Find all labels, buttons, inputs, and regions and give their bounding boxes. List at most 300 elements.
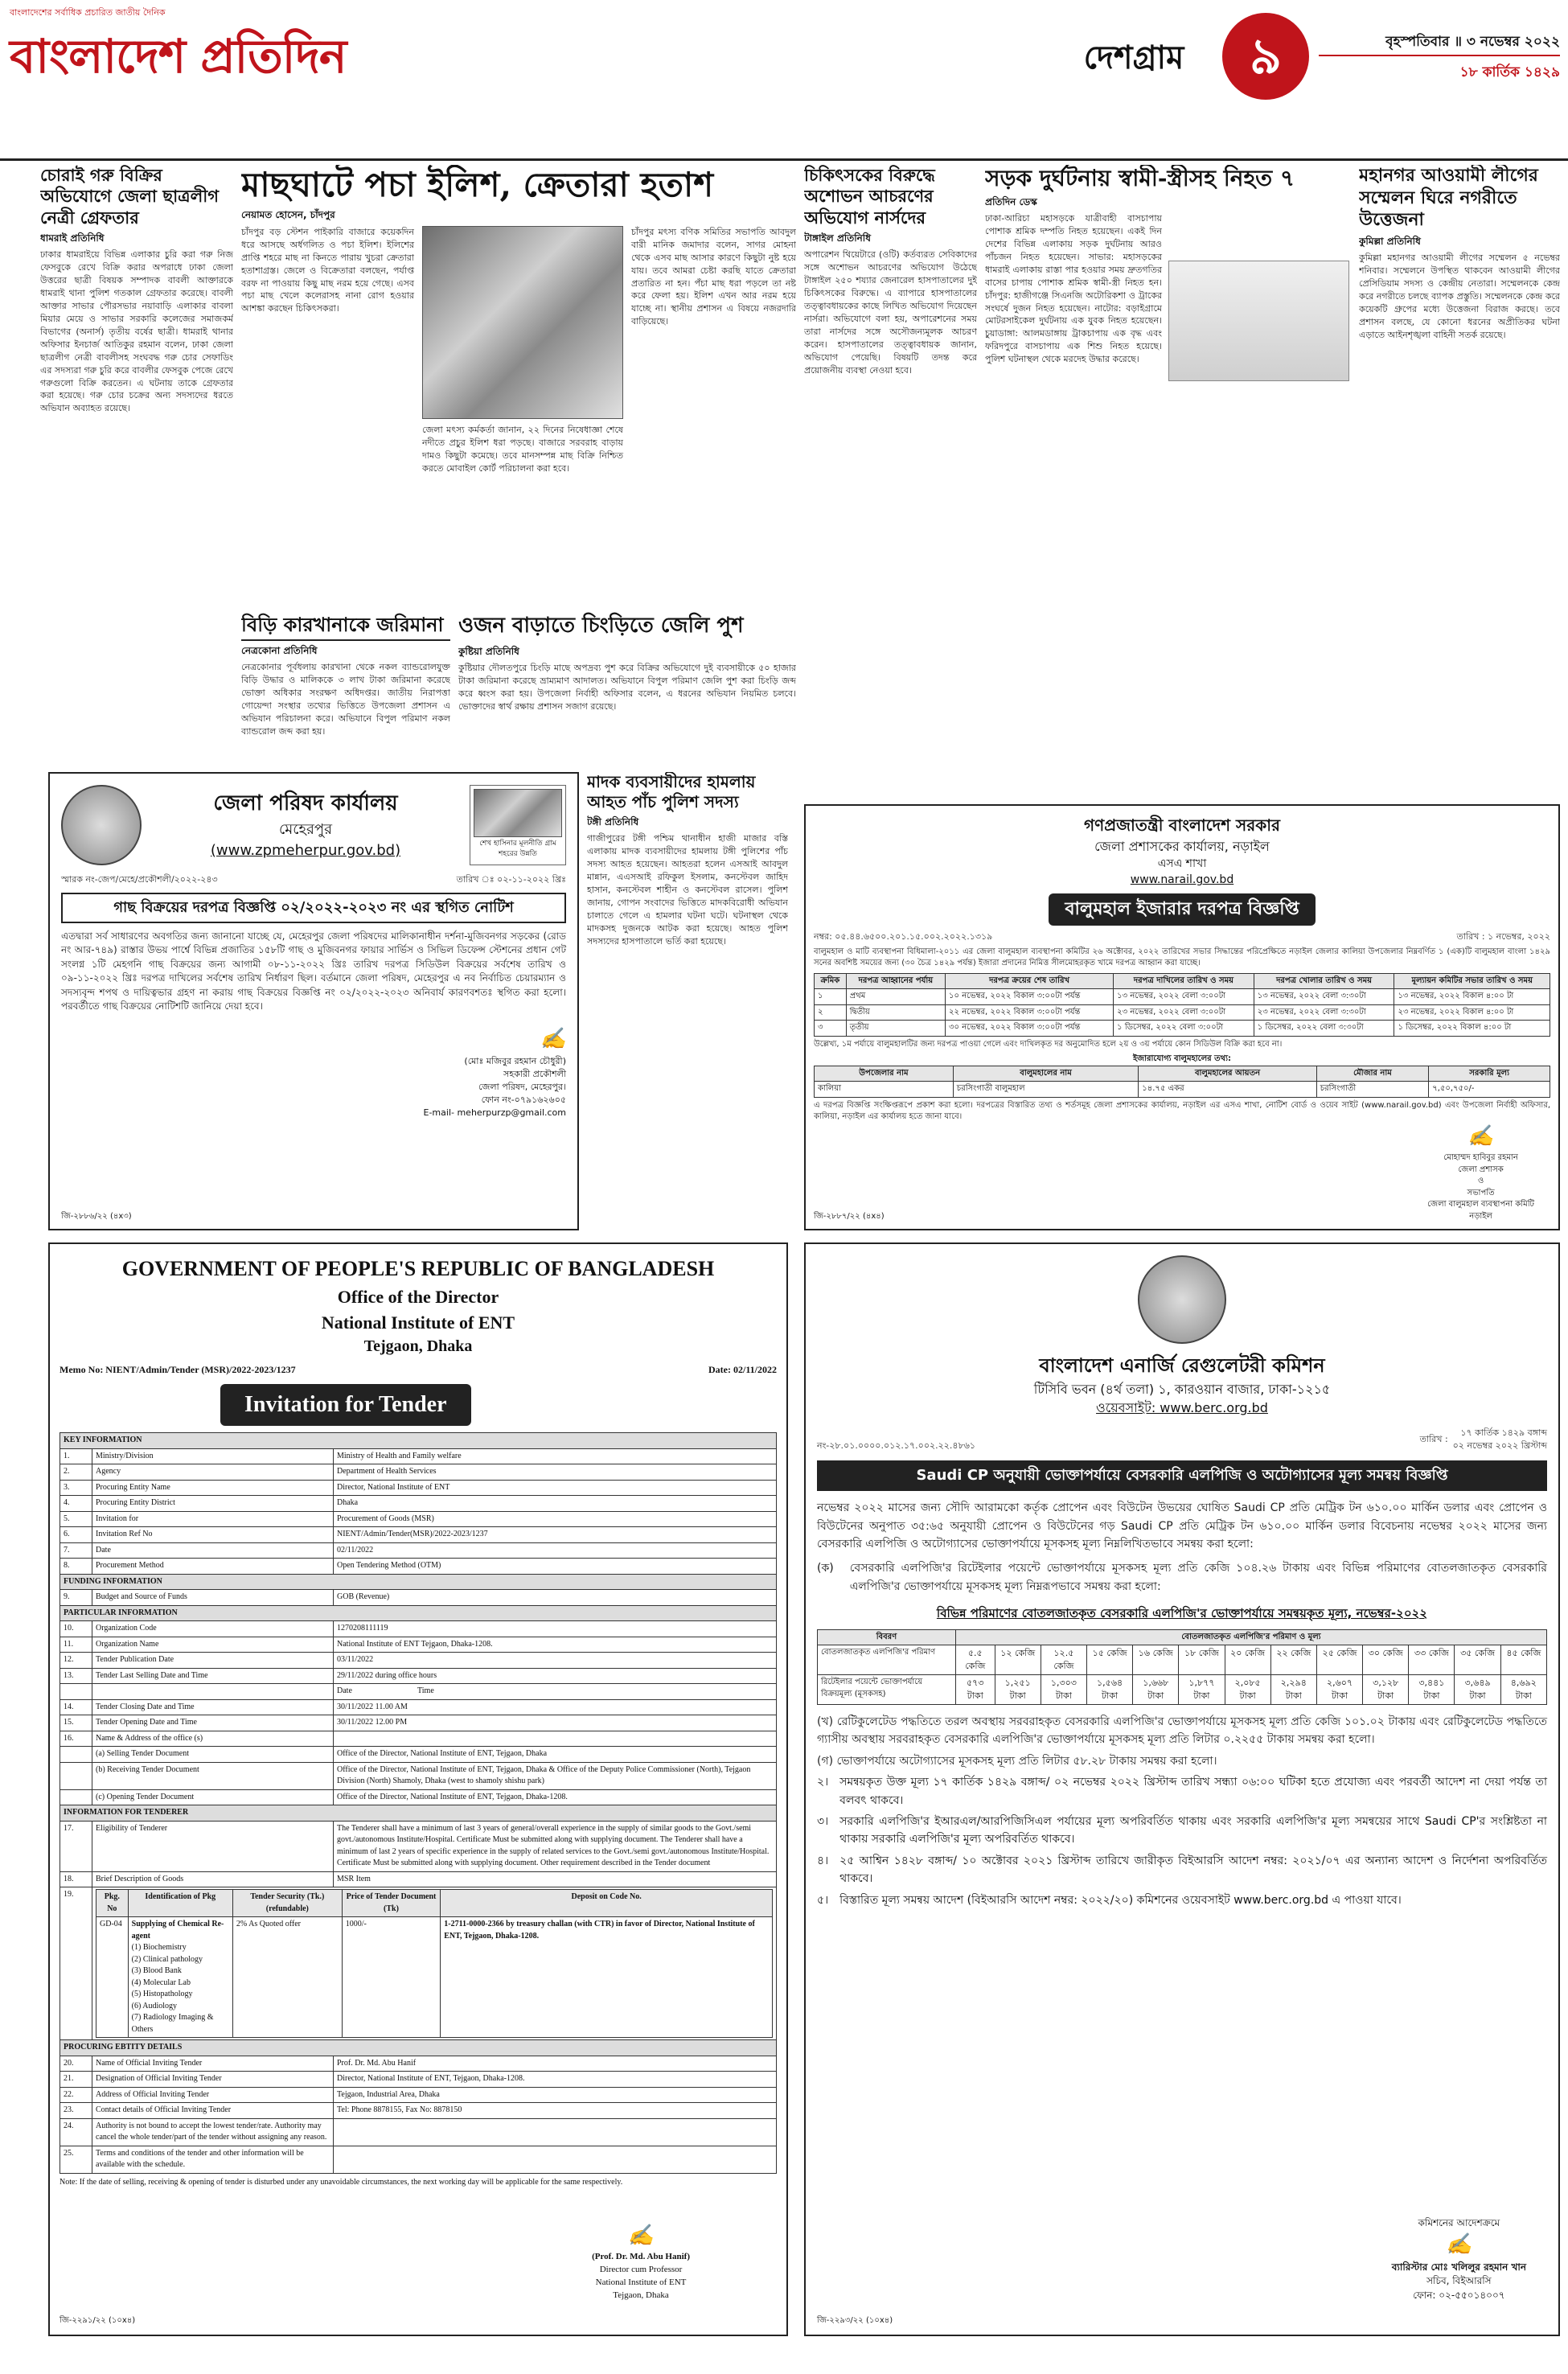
masthead: [0, 0, 1568, 161]
lpg-price-table: [817, 1629, 1547, 1705]
byline: টাঙ্গাইল প্রতিনিধি: [804, 232, 871, 244]
table-cell: ৩: [815, 1021, 847, 1037]
branch-name: এসএ শাখা: [1157, 857, 1207, 871]
row-value: Ministry of Health and Family welfare: [334, 1448, 777, 1464]
cylinder-size: ২০ কেজি: [1225, 1645, 1270, 1675]
row-value: National Institute of ENT Tejgaon, Dhaka-1208.: [334, 1637, 777, 1653]
memo-ref: Memo No: NIENT/Admin/Tender (MSR)/2022-2023/1237: [60, 1364, 296, 1376]
row-value: The Tenderer shall have a minimum of last 3 years of general/overall experience in the supply of similar goods to the Govt./semi govt./autonomous Institute/Hospital. Certificate Must be submitted along with supplying document. The Tenderer shall have a minimum of last 2 years of specific experience in the supply of related services to the Govt./semi govt./autonomous Institute/Hospital. Certificate Must be submitted along with supplying document. Other requirement described in the Tender document: [334, 1821, 777, 1871]
row-number: 8.: [60, 1559, 92, 1575]
row-label: Designation of Official Inviting Tender: [92, 2072, 334, 2088]
table-row: [60, 1621, 777, 1637]
notice-point: [817, 1891, 1547, 1909]
office-name: Office of the Director: [337, 1286, 499, 1307]
section-header: KEY INFORMATION: [60, 1433, 777, 1449]
notice-intro: নভেম্বর ২০২২ মাসের জন্য সৌদি আরামকো কর্তৃক প্রোপেন এবং বিউটেন উভয়ের ঘোষিত Saudi CP প্রতি মেট্রিক টন ৬১০.০০ মার্কিন ডলার এবং প্রোপেন ও বিউটেনের অনুপাত ৩৫:৬৫ অনুযায়ী প্রোপেন ও বিউটেনের গড় Saudi CP প্রতি মেট্রিক টন ৬১০.০০ মার্কিন ডলার বিবেচনায় নভেম্বর ২০২২ মাসের জন্য বেসরকারি এলপিজি ও অটোগ্যাসের ভোক্তাপর্যায়ে মূসকসহ মূল্য নিম্নলিখিতভাবে সমন্বয় করা হলো:: [817, 1501, 1547, 1550]
table-header: মৌজার নাম: [1316, 1066, 1428, 1082]
signer-role: জেলা প্রশাসক: [1458, 1164, 1504, 1174]
table-cell: ১ ডিসেম্বর, ২০২২ বিকাল ৪:০০ টা: [1394, 1021, 1550, 1037]
table-cell: ৭,৫০,৭৫০/-: [1429, 1082, 1550, 1098]
story-body: অপারেশন থিয়েটারে (ওটি) কর্তব্যরত সেবিকাদের সঙ্গে অশোভন আচরণের অভিযোগ উঠেছে টাঙ্গাইল ২৫০ শয্যার জেনারেল হাসপাতালের দুই চিকিৎসকের বিরুদ্ধে। এ ব্যাপারে হাসপাতালের তত্ত্বাবধায়কের কাছে লিখিত অভিযোগ দিয়েছেন নার্সরা। অভিযোগে বলা হয়, অপারেশনের সময় তারা নার্সদের সঙ্গে অসৌজন্যমূলক আচরণ করেন। হাসপাতালের তত্ত্বাবধায়ক জানান, অভিযোগ পেয়েছি। বিষয়টি তদন্ত করে প্রয়োজনীয় ব্যবস্থা নেওয়া হবে।: [804, 249, 977, 376]
package-table: [96, 1889, 773, 2038]
package-header: Deposit on Code No.: [441, 1890, 773, 1917]
signer-role: সচিব, বিইআরসি: [1426, 2275, 1492, 2287]
row-value: Office of the Director, National Institute of ENT, Tejgaon, Dhaka-1208.: [334, 1789, 777, 1805]
story-accident: [985, 165, 1351, 800]
byline: প্রতিদিন ডেস্ক: [985, 195, 1037, 207]
story-body: কুমিল্লা মহানগর আওয়ামী লীগের সম্মেলন ৫ নভেম্বর শনিবার। সম্মেলনে উপস্থিত থাকবেন আওয়ামী লীগের প্রেসিডিয়াম সদস্য ও কেন্দ্রীয় নেতারা। সম্মেলনকে কেন্দ্র করে নগরীতে চলছে ব্যাপক প্রস্তুতি। সম্মেলনকে কেন্দ্র করে কয়েকটি গ্রুপের মধ্যে উত্তেজনা বিরাজ করছে। তবে প্রশাসন বলছে, যে কোনো ধরনের অপ্রীতিকর ঘটনা এড়াতে আইনশৃঙ্খলা বাহিনী সতর্ক রয়েছে।: [1359, 252, 1560, 340]
table-row: [60, 1731, 777, 1747]
signer-office: জেলা পরিষদ, মেহেরপুর।: [478, 1081, 566, 1092]
section-header: INFORMATION FOR TENDERER: [60, 1805, 777, 1822]
table-header: বালুমহালের আয়তন: [1139, 1066, 1317, 1082]
headline: চিকিৎসকের বিরুদ্ধে অশোভন আচরণের অভিযোগ নার্সদের: [804, 165, 935, 228]
story-body: গাজীপুরের টঙ্গী পশ্চিম থানাধীন হাজী মাজার বস্তি এলাকায় মাদক ব্যবসায়ীদের হামলায় টঙ্গী পুলিশের পাঁচ সদস্য আহত হয়েছেন। আহতরা হলেন এসআই আবদুল মান্নান, এএসআই রফিকুল ইসলাম, কনস্টেবল জাহিদ হাসান, কনস্টেবল শাহীন ও কনস্টেবল রাসেল। পুলিশ জানায়, গোপন সংবাদের ভিত্তিতে মাদকবিরোধী অভিযান চালাতে গেলে এ হামলার ঘটনা ঘটে। ঘটনাস্থল থেকে মাদকসহ দুজনকে আটক করা হয়েছে। আহত পুলিশ সদস্যদের হাসপাতালে ভর্তি করা হয়েছে।: [587, 833, 788, 947]
cylinder-price: ২,০৮৫ টাকা: [1225, 1675, 1270, 1705]
gov-name: GOVERNMENT OF PEOPLE'S REPUBLIC OF BANGLADESH: [121, 1257, 715, 1280]
sand-info-table: [814, 1066, 1550, 1098]
cylinder-size: ৩০ কেজি: [1363, 1645, 1409, 1675]
headline: ওজন বাড়াতে চিংড়িতে জেলি পুশ: [458, 614, 744, 638]
ad-code: জি-২২৯৩/২২ (১০x৪): [817, 2315, 893, 2325]
memo-date: Date: 02/11/2022: [708, 1364, 777, 1376]
table-row: [60, 2072, 777, 2088]
row-label: Terms and conditions of the tender and other information will be available with the schedule.: [92, 2146, 334, 2173]
row-number: 3.: [60, 1480, 92, 1496]
story-body: ঢাকার ধামরাইয়ে বিভিন্ন এলাকার চুরি করা গরু নিজ ফেসবুকে রেখে বিক্রি করার অপরাধে ঢাকা জেলা উত্তরের ছাত্রী বিষয়ক সম্পাদক বাবলী আক্তারকে ধামরাই থানা পুলিশ গতকাল গ্রেফতার করেছে। বাবলী আক্তার সাভার পৌরসভার নয়াবাড়ি এলাকার বাবলা মিয়ার মেয়ে ও সাভার সরকারি কলেজের সমাজকর্ম বিভাগের (অনার্স) তৃতীয় বর্ষের ছাত্রী। ধামরাই থানার অফিসার ইনচার্জ আতিকুর রহমান বলেন, ঢাকা জেলা ছাত্রলীগ নেত্রী বাবলীসহ সংঘবদ্ধ গরু চোর সেফাডিং এর সদস্যরা গরু চুরি করে বাবলীর ফেসবুক পেজে রেখে গরুগুলো বিক্রি করতেন। এ ঘটনায় তাকে গ্রেফতার করা হয়েছে। গরু চোর চক্রের অন্য সদস্যদের ধরতে অভিযান অব্যাহত রয়েছে।: [40, 249, 233, 414]
row-label: Ministry/Division: [92, 1448, 334, 1464]
table-cell: ১ ডিসেম্বর, ২০২২ বেলা ৩:০০টা: [1114, 1021, 1254, 1037]
point-number: ৩।: [817, 1815, 829, 1829]
tender-security: 2% As Quoted offer: [232, 1917, 342, 2038]
signer-name: মোহাম্মদ হাবিবুর রহমান: [1443, 1153, 1518, 1162]
commission-website-link[interactable]: ওয়েবসাইট: www.berc.org.bd: [1096, 1399, 1268, 1415]
datetime-header: [334, 1684, 777, 1700]
byline: নেয়ামত হোসেন, চাঁদপুর: [241, 209, 335, 221]
headline: সড়ক দুর্ঘটনায় স্বামী-স্ত্রীসহ নিহত ৭: [985, 165, 1295, 191]
schedule-table: [814, 973, 1550, 1037]
byline: ধামরাই প্রতিনিধি: [40, 232, 105, 244]
row-number: 10.: [60, 1621, 92, 1637]
portrait-box: [470, 785, 566, 865]
cylinder-size: ১৮ কেজি: [1179, 1645, 1225, 1675]
item-ka-marker: (ক): [817, 1562, 834, 1575]
row-label: Organization Code: [92, 1621, 334, 1637]
row-number: 11.: [60, 1637, 92, 1653]
section-row: [60, 1605, 777, 1621]
row-number: 4.: [60, 1496, 92, 1512]
memo-date-english: ০২ নভেম্বর ২০২২ খ্রিস্টাব্দ: [1452, 1440, 1547, 1452]
table-row: [60, 2056, 777, 2072]
package-item: (1) Biochemistry: [131, 1943, 187, 1953]
table-header: দরপত্র খোলার তারিখ ও সময়: [1254, 973, 1394, 989]
row-label: Date: [92, 1542, 334, 1559]
table-header: ক্রমিক: [815, 973, 847, 989]
row-label: Procurement Method: [92, 1559, 334, 1575]
signer-role: Director cum Professor: [599, 2265, 683, 2275]
ad-narail: [804, 804, 1560, 1230]
table-header: দরপত্র আহ্বানের পর্যায়: [846, 973, 945, 989]
table-cell: ২: [815, 1004, 847, 1021]
package-item: (2) Clinical pathology: [131, 1954, 203, 1964]
table-cell: ১: [815, 989, 847, 1005]
headline: বিড়ি কারখানাকে জরিমানা: [241, 611, 450, 641]
motto: শেখ হাসিনার মূলনীতি গ্রাম শহরের উন্নতি: [479, 840, 556, 859]
signature-mark: ✍: [1467, 1124, 1494, 1149]
row-label: Eligibility of Tenderer: [92, 1821, 334, 1871]
table-row: [815, 1021, 1550, 1037]
memo-date: তারিখ : ১ নভেম্বর, ২০২২: [1456, 930, 1550, 942]
row-label: Authority is not bound to accept the lowest tender/rate. Authority may cancel the whole tender/part of the tender without assigning any reason.: [92, 2118, 334, 2146]
memo-date: তারিখ ঃ ০২-১১-২০২২ খ্রিঃ: [456, 874, 566, 885]
row-value: Office of the Director, National Institute of ENT, Tejgaon, Dhaka: [334, 1747, 777, 1763]
row-value: 30/11/2022 12.00 PM: [334, 1715, 777, 1731]
table-row: [60, 1821, 777, 1871]
ad-berc: [804, 1242, 1560, 2336]
signer-committee: জেলা বালুমহাল ব্যবস্থাপনা কমিটি: [1427, 1200, 1534, 1209]
table-row: [60, 1789, 777, 1805]
cylinder-size: ১৫ কেজি: [1087, 1645, 1133, 1675]
cylinder-price: ৩,১২৮ টাকা: [1363, 1675, 1409, 1705]
package-header: Tender Security (Tk.) (refundable): [232, 1890, 342, 1917]
table-row: [815, 1004, 1550, 1021]
point-number: ২।: [817, 1776, 829, 1789]
point-text: ২৫ আশ্বিন ১৪২৮ বঙ্গাব্দ/ ১০ অক্টোবর ২০২১ খ্রিস্টাব্দ তারিখে জারীকৃত বিইআরসি আদেশ নম্বর: ২০২১/০৭ এর অন্যান্য আদেশ ও নির্দেশনা অপরিবর্তিত থাকবে।: [839, 1854, 1547, 1886]
headline: মাদক ব্যবসায়ীদের হামলায় আহত পাঁচ পুলিশ সদস্য: [587, 772, 756, 811]
row-label-price: রিটেইলার পয়েন্টে ভোক্তাপর্যায়ে বিক্রয়মূল্য (মূসকসহ): [818, 1675, 956, 1705]
cylinder-size: ২৫ কেজি: [1316, 1645, 1362, 1675]
cylinder-price: ১,২৫১ টাকা: [995, 1675, 1041, 1705]
table-row: [60, 1762, 777, 1789]
row-number: 9.: [60, 1590, 92, 1606]
date-divider: [1319, 55, 1560, 56]
sand-info-title: ইজারাযোগ্য বালুমহালের তথ্য:: [1132, 1054, 1231, 1064]
point-text: সমন্বয়কৃত উক্ত মূল্য ১৭ কার্তিক ১৪২৯ বঙ্গাব্দ/ ০২ নভেম্বর ২০২২ খ্রিস্টাব্দ তারিখ সন্ধ্যা ০৬:০০ ঘটিকা হতে প্রযোজ্য এবং পরবর্তী আদেশ না দেয়া পর্যন্ত তা বলবৎ থাকবে।: [839, 1776, 1547, 1807]
tender-note: Note: If the date of selling, receiving & opening of tender is disturbed under any unavoidable circumstances, the next working day will be applicable for the same respectively.: [60, 2177, 623, 2187]
row-value: Tejgaon, Industrial Area, Dhaka: [334, 2087, 777, 2103]
story-bidi: [241, 611, 450, 796]
signer-role-and: ও: [1477, 1177, 1484, 1185]
signer-place: Tejgaon, Dhaka: [613, 2290, 669, 2301]
signer-email[interactable]: E-mail- meherpurzp@gmail.com: [423, 1107, 566, 1118]
row-number: 5.: [60, 1511, 92, 1527]
ad-meherpur: [48, 772, 579, 1230]
district-council-emblem-icon: [61, 785, 142, 865]
memo-ref: স্মারক নং-জেপ/মেহে/প্রকৌশলী/২০২২-২৪৩: [61, 874, 218, 885]
notice-title: বালুমহাল ইজারার দরপত্র বিজ্ঞপ্তি: [1049, 893, 1315, 926]
notice-intro: বালুমহাল ও মাটি ব্যবস্থাপনা বিধিমালা-২০১১ এর জেলা বালুমহাল ব্যবস্থাপনা কমিটির ২৬ অক্টোবর, ২০২২ তারিখের সভার সিদ্ধান্তের পরিপ্রেক্ষিতে নড়াইল জেলার কালিয়া উপজেলার নিম্নবর্ণিত ১ (এক)টি বালুমহাল বাংলা ১৪২৯ সনের অবশিষ্ট সময়ের জন্য (৩০ চৈত্র ১৪২৯ পর্যন্ত) ইজারা প্রদানের নিমিত্ত সীলমোহরকৃত খামে দরপত্র আহ্বান করা যাচ্ছে।: [814, 947, 1550, 968]
table-cell: ১৩ নভেম্বর, ২০২২ বেলা ৩:০০টা: [1114, 989, 1254, 1005]
row-number: 19.: [60, 1887, 92, 2040]
gov-name: গণপ্রজাতন্ত্রী বাংলাদেশ সরকার: [1084, 815, 1280, 835]
row-label: Invitation for: [92, 1511, 334, 1527]
commission-address: টিসিবি ভবন (৪র্থ তলা) ১, কারওয়ান বাজার, ঢাকা-১২১৫: [1033, 1381, 1331, 1397]
table-row: [60, 1637, 777, 1653]
story-body-3: জেলা মৎস্য কর্মকর্তা জানান, ২২ দিনের নিষেধাজ্ঞা শেষে নদীতে প্রচুর ইলিশ ধরা পড়ছে। বাজারে সরবরাহ বাড়ায় দামও কিছুটা কমেছে। তবে মানসম্পন্ন মাছ বিক্রি নিশ্চিত করতে মোবাইল কোর্ট পরিচালনা করা হবে।: [422, 424, 623, 474]
row-label: Budget and Source of Funds: [92, 1590, 334, 1606]
signer-phone: ফোন: ০২-৫৫০১৪০০৭: [1413, 2289, 1505, 2301]
datetime-header-row: [60, 1684, 777, 1700]
story-body-2: চাঁদপুর মৎস্য বণিক সমিতির সভাপতি আবদুল বারী মানিক জমাদার বলেন, সাগর মোহনা থেকে এসব মাছ আসার কারণে কিছুটা নুষ্ট হয়ে যায়। তবে আমরা চেষ্টা করছি যাতে ক্রেতারা প্রতারিত না হন। পঁচা মাছ ধরা পড়লে তা নষ্ট করে ফেলা হয়। ইলিশ এখন আর নরম হয়ে যাচ্ছে না। স্থানীয় প্রশাসন এ বিষয়ে নজরদারি বাড়িয়েছে।: [631, 226, 796, 327]
package-row: [60, 1887, 777, 2040]
table-cell: ১৩ নভেম্বর, ২০২২ বেলা ৩:৩০টা: [1254, 989, 1394, 1005]
table-row: [815, 989, 1550, 1005]
item-ga: (গ) ভোক্তাপর্যায়ে অটোগ্যাসের মূসকসহ মূল্য প্রতি লিটার ৫৮.২৮ টাকায় সমন্বয় করা হলো।: [817, 1754, 1217, 1768]
cylinder-price: ১,৫৬৪ টাকা: [1087, 1675, 1133, 1705]
ad-code: জি-২২৯১/২২ (১০x৪): [60, 2315, 136, 2325]
section-name: দেশগ্রাম: [1083, 39, 1184, 76]
section-row: [60, 2040, 777, 2056]
signature-mark: ✍: [1446, 2232, 1472, 2257]
row-number: 20.: [60, 2056, 92, 2072]
row-value: [334, 2118, 777, 2146]
time-header: Time: [417, 1686, 434, 1696]
package-identification: [128, 1917, 232, 2038]
cylinder-price: ২,২৯৪ টাকা: [1270, 1675, 1316, 1705]
signer-role-chair: সভাপতি: [1467, 1188, 1495, 1197]
package-cell: [92, 1887, 777, 2040]
table-cell: ১ ডিসেম্বর, ২০২২ বেলা ৩:৩০টা: [1254, 1021, 1394, 1037]
table-cell: প্রথম: [846, 989, 945, 1005]
row-value: NIENT/Admin/Tender(MSR)/2022-2023/1237: [334, 1527, 777, 1543]
truck-photo: [1168, 261, 1349, 381]
row-label: Tender Last Selling Date and Time: [92, 1668, 334, 1684]
cylinder-size: ৩৩ কেজি: [1409, 1645, 1455, 1675]
schedule-note: উল্লেখ্য, ১ম পর্যায়ে বালুমহালটির জন্য দরপত্র পাওয়া গেলে এবং দাখিলকৃত দর অনুমোদিত হলে ২য় ও ৩য় পর্যায়ে কোন সিডিউল বিক্রি করা হবে না।: [814, 1039, 1283, 1049]
cylinder-price: ১,৮৭৭ টাকা: [1179, 1675, 1225, 1705]
office-place: মেহেরপুর: [278, 820, 332, 838]
row-value: [334, 1731, 777, 1747]
table-row: [60, 1668, 777, 1684]
table-row: [60, 1559, 777, 1575]
package-item: (5) Histopathology: [131, 1990, 193, 1999]
table-cell: ১৩ নভেম্বর, ২০২২ বিকাল ৪:০০ টা: [1394, 989, 1550, 1005]
signature-mark: ✍: [627, 2223, 655, 2248]
cylinder-size: ১২ কেজি: [995, 1645, 1041, 1675]
signer-phone: ফোন নং-০৭৯১৬২৬০৫: [481, 1094, 566, 1105]
row-number: 15.: [60, 1715, 92, 1731]
section-header: PROCURING EBTITY DETAILS: [60, 2040, 777, 2056]
cylinder-price: ১,৩০৩ টাকা: [1041, 1675, 1086, 1705]
portrait-photo: [474, 789, 562, 837]
package-number: GD-04: [96, 1917, 129, 2038]
row-label: Organization Name: [92, 1637, 334, 1653]
row-value: Dhaka: [334, 1496, 777, 1512]
story-drug-traders: [587, 772, 788, 1230]
row-label-quantity: বোতলজাতকৃত এলপিজি'র পরিমাণ: [818, 1645, 956, 1675]
point-number: ৫।: [817, 1893, 829, 1907]
story-doctor: [804, 165, 977, 800]
cylinder-price: ৪,৬৯২ টাকা: [1500, 1675, 1546, 1705]
row-number: 16.: [60, 1731, 92, 1747]
notice-point: [817, 1773, 1547, 1809]
story-shrimp: [458, 611, 796, 796]
row-number: 1.: [60, 1448, 92, 1464]
table-cell: দ্বিতীয়: [846, 1004, 945, 1021]
row-value: 03/11/2022: [334, 1653, 777, 1669]
table-header: সরকারি মূল্য: [1429, 1066, 1550, 1082]
office-name: জেলা প্রশাসকের কার্যালয়, নড়াইল: [1094, 839, 1270, 854]
hilsa-photo: [422, 226, 623, 419]
page-number-badge: ৯: [1222, 13, 1309, 100]
package-item: (4) Molecular Lab: [131, 1978, 191, 1987]
berc-logo-icon: [1138, 1255, 1226, 1344]
ad-code: জি-২৮৮৭/২২ (৪x৪): [814, 1211, 885, 1221]
price-table-title: বিভিন্ন পরিমাণের বোতলজাতকৃত বেসরকারি এলপিজি'র ভোক্তাপর্যায়ে সমন্বয়কৃত মূল্য, নভেম্বর-২০২২: [936, 1606, 1428, 1621]
row-value: Prof. Dr. Md. Abu Hanif: [334, 2056, 777, 2072]
row-value: GOB (Revenue): [334, 1590, 777, 1606]
commission-name: বাংলাদেশ এনার্জি রেগুলেটরী কমিশন: [1039, 1354, 1325, 1377]
notice-point: [817, 1852, 1547, 1888]
office-website-link[interactable]: (www.zpmeherpur.gov.bd): [210, 841, 401, 859]
cylinder-price: ৩,৪৪১ টাকা: [1409, 1675, 1455, 1705]
package-item: (3) Blood Bank: [131, 1966, 182, 1976]
cylinder-size: ৪৫ কেজি: [1500, 1645, 1546, 1675]
row-label: Tender Publication Date: [92, 1653, 334, 1669]
cylinder-size: ২২ কেজি: [1270, 1645, 1316, 1675]
notice-footer: এ দরপত্র বিজ্ঞপ্তি সংক্ষিপ্তরূপে প্রকাশ করা হলো। দরপত্রের বিস্তারিত তথ্য ও শর্তসমূহ জেলা প্রশাসকের কার্যালয়, নড়াইল এর এসএ শাখা, নোটিশ বোর্ড ও ওয়েব সাইট (www.narail.gov.bd) এবং উপজেলা নির্বাহী অফিসার, কালিয়া, নড়াইল এর কার্যালয় হতে জানা যাবে।: [814, 1100, 1550, 1122]
row-label: (c) Opening Tender Document: [92, 1789, 334, 1805]
table-header: দরপত্র দাখিলের তারিখ ও সময়: [1114, 973, 1254, 989]
byline: কুষ্টিয়া প্রতিনিধি: [458, 645, 519, 657]
row-value: Tel: Phone 8878155, Fax No: 8878150: [334, 2103, 777, 2119]
section-row: [60, 1574, 777, 1590]
newspaper-logo[interactable]: বাংলাদেশ প্রতিদিন: [10, 29, 347, 84]
signer-role: সহকারী প্রকৌশলী: [503, 1069, 566, 1079]
row-label: Contact details of Official Inviting Tender: [92, 2103, 334, 2119]
headline: মহানগর আওয়ামী লীগের সম্মেলন ঘিরে নগরীতে উত্তেজনা: [1359, 165, 1538, 230]
row-value: 29/11/2022 during office hours: [334, 1668, 777, 1684]
row-number: 25.: [60, 2146, 92, 2173]
cylinder-price: ১,৬৬৮ টাকা: [1133, 1675, 1179, 1705]
table-row: [60, 2146, 777, 2173]
row-label: Address of Official Inviting Tender: [92, 2087, 334, 2103]
ad-code: জি-২৮৮৬/২২ (৪x৩): [61, 1211, 132, 1221]
notice-title: গাছ বিক্রয়ের দরপত্র বিজ্ঞপ্তি ০২/২০২২-২০২৩ নং এর স্থগিত নোটিশ: [61, 893, 566, 923]
point-text: বিস্তারিত মূল্য সমন্বয় আদেশ (বিইআরসি আদেশ নম্বর: ২০২২/২০) কমিশনের ওয়েবসাইট www.berc.org.bd এ পাওয়া যাবে।: [839, 1893, 1402, 1907]
table-row: [60, 1699, 777, 1715]
document-price: 1000/-: [342, 1917, 441, 2038]
section-header: PARTICULAR INFORMATION: [60, 1605, 777, 1621]
cylinder-price: ২,৬০৭ টাকা: [1316, 1675, 1362, 1705]
row-number: 18.: [60, 1871, 92, 1887]
tender-table: [60, 1432, 777, 2174]
notice-body: এতদ্বারা সর্ব সাধারণের অবগতির জন্য জানানো যাচ্ছে যে, মেহেরপুর জেলা পরিষদের মালিকানাধীন দর্শনা-মুজিবনগর সড়কের (রোড নং আর-৭৪৯) রাস্তার উভয় পার্শ্বে বিভিন্ন প্রজাতির ১৫৮টি গাছ ও মুজিবনগর ফায়ার সার্ভিস ও সিভিল ডিফেন্স স্টেশনের প্রধান গেট সংলগ্ন ১টি মেহগনি গাছ বিক্রয়ের জন্য আগামী ০৮-১১-২০২২ খ্রিঃ তারিখ দরপত্র সিডিউল বিক্রয়ের সর্বশেষ তারিখ ও ০৯-১১-২০২২ খ্রিঃ দরপত্র দাখিলের সর্বশেষ তারিখ নির্ধারণ ছিল। বর্তমানে জেলা পরিষদ, মেহেরপুর এ নব নির্বাচিত চেয়ারম্যান ও সদস্যবৃন্দ শপথ ও দায়িত্বভার গ্রহণ না করায় গাছ বিক্রয়ের বিজ্ঞপ্তি নং ০২/২০২২-২০২৩ অনিবার্য কারণবশতঃ স্থগিত করা হলো। পরবর্তীতে গাছ বিক্রয়ের নোটিশটি জানিয়ে দেয়া হবে।: [61, 930, 566, 1012]
memo-ref: নম্বর: ০৫.৪৪.৬৫০০.২০১.১৫.০০২.২০২২.১৩১৯: [814, 930, 993, 942]
table-header: বালুমহালের নাম: [953, 1066, 1138, 1082]
table-header-quantity: বোতলজাতকৃত এলপিজি'র পরিমাণ ও মূল্য: [955, 1629, 1546, 1645]
byline: কুমিল্লা প্রতিনিধি: [1359, 235, 1421, 247]
signer-name: (মোঃ মজিবুর রহমান চৌধুরী): [464, 1056, 566, 1067]
table-header: উপজেলার নাম: [815, 1066, 954, 1082]
row-number: 2.: [60, 1464, 92, 1481]
cylinder-size: ১২.৫ কেজি: [1041, 1645, 1086, 1675]
row-number: 14.: [60, 1699, 92, 1715]
package-header: Pkg. No: [96, 1890, 129, 1917]
office-website-link[interactable]: www.narail.gov.bd: [1130, 873, 1234, 887]
row-number: 21.: [60, 2072, 92, 2088]
notice-title: Saudi CP অনুযায়ী ভোক্তাপর্যায়ে বেসরকারি এলপিজি ও অটোগ্যাসের মূল্য সমন্বয় বিজ্ঞপ্তি: [817, 1460, 1547, 1491]
table-row: [60, 1448, 777, 1464]
table-cell: ২৩ নভেম্বর, ২০২২ বিকাল ৪:০০ টা: [1394, 1004, 1550, 1021]
section-header: FUNDING INFORMATION: [60, 1574, 777, 1590]
cylinder-price: ৫৭৩ টাকা: [955, 1675, 995, 1705]
row-label: Procuring Entity District: [92, 1496, 334, 1512]
table-row: [60, 1747, 777, 1763]
row-number: [60, 1762, 92, 1789]
section-row: [60, 1433, 777, 1449]
table-row: [60, 1511, 777, 1527]
table-cell: ২২ নভেম্বর, ২০২২ বিকাল ৩:০০টা পর্যন্ত: [946, 1004, 1114, 1021]
memo-date-bangla: ১৭ কার্তিক ১৪২৯ বঙ্গাব্দ: [1460, 1427, 1547, 1439]
table-row: [60, 2118, 777, 2146]
table-cell: ১৪.৭৫ একর: [1139, 1082, 1317, 1098]
row-value: MSR Item: [334, 1871, 777, 1887]
table-row: [60, 1542, 777, 1559]
row-label: Tender Closing Date and Time: [92, 1699, 334, 1715]
table-row: [60, 1480, 777, 1496]
table-row: [60, 1871, 777, 1887]
point-text: সরকারি এলপিজি'র ইআরএল/আরপিজিসিএল পর্যায়ের মূল্য অপরিবর্তিত থাকায় এবং সরকারি এলপিজি'র মূল্য সমন্বয়ের সাথে Saudi CP'র সংশ্লিষ্টতা না থাকায় সরকারি এলপিজি'র মূল্য অপরিবর্তিত থাকবে।: [839, 1815, 1547, 1846]
row-number: 13.: [60, 1668, 92, 1684]
signature-mark: ✍: [540, 1027, 566, 1052]
row-number: 12.: [60, 1653, 92, 1669]
row-label: Tender Opening Date and Time: [92, 1715, 334, 1731]
row-value: Director, National Institute of ENT: [334, 1480, 777, 1496]
row-value: Department of Health Services: [334, 1464, 777, 1481]
memo-ref: নং-২৮.০১.০০০০.০১২.১৭.০০২.২২.৪৮৬১: [817, 1440, 975, 1452]
tender-title: Invitation for Tender: [220, 1384, 471, 1427]
item-kha: (খ) রেটিকুলেটেড পদ্ধতিতে তরল অবস্থায় সরবরাহকৃত বেসরকারি এলপিজি'র ভোক্তাপর্যায়ে মূসকসহ মূল্য প্রতি কেজি ১০১.০২ টাকায় এবং রেটিকুলেটেড পদ্ধতিতে গ্যাসীয় অবস্থায় সরবরাহকৃত বেসরকারি এলপিজি'র ভোক্তাপর্যায়ে মূসকসহ মূল্য প্রতি লিটার ০.২২৫৫ টাকায় সমন্বয় করা হলো।: [817, 1715, 1547, 1747]
table-cell: চরসিংগাতী বালুমহাল: [953, 1082, 1138, 1098]
table-row: [60, 1496, 777, 1512]
table-row: [60, 2103, 777, 2119]
story-awami: [1359, 165, 1560, 800]
date-english: বৃহস্পতিবার ॥ ৩ নভেম্বর ২০২২: [1385, 34, 1560, 50]
story-body: ঢাকা-আরিচা মহাসড়কে যাত্রীবাহী বাসচাপায় পোশাক শ্রমিক দম্পতি নিহত হয়েছেন। একই দিন দেশের বিভিন্ন এলাকায় সড়ক দুর্ঘটনায় আরও পাঁচজন নিহত হয়েছেন। সাভার: মহাসড়কের ধামরাই এলাকায় রাস্তা পার হওয়ার সময় দ্রুতগতির বাসের চাপায় পোশাক শ্রমিক স্বামী-স্ত্রী নিহত হন। চাঁদপুর: হাজীগঞ্জে সিএনজি অটোরিকশা ও ট্রাকের সংঘর্ষে দুজন নিহত হয়েছেন। নাটোর: বড়াইগ্রামে মোটরসাইকেল দুর্ঘটনায় এক যুবক নিহত হয়েছেন। চুয়াডাঙ্গা: আলমডাঙ্গায় ট্রাকচাপায় এক বৃদ্ধ এবং ফরিদপুরে বাসচাপায় এক শিশু নিহত হয়েছে। পুলিশ ঘটনাস্থল থেকে মরদেহ উদ্ধার করেছে।: [985, 212, 1162, 365]
table-row: [60, 1590, 777, 1606]
table-cell: চরসিংগাতী: [1316, 1082, 1428, 1098]
table-row: [60, 2087, 777, 2103]
table-cell: কালিয়া: [815, 1082, 954, 1098]
row-label: (a) Selling Tender Document: [92, 1747, 334, 1763]
row-number: 7.: [60, 1542, 92, 1559]
table-row: [60, 1464, 777, 1481]
item-ka: বেসরকারি এলপিজি'র রিটেইলার পয়েন্টে ভোক্তাপর্যায়ে মূসকসহ মূল্য প্রতি কেজি ১০৪.২৬ টাকায় এবং বিভিন্ন পরিমাণের বোতলজাতকৃত বেসরকারি এলপিজি'র ভোক্তাপর্যায়ে মূসকসহ মূল্য নিম্নরূপভাবে সমন্বয় করা হলো:: [849, 1562, 1547, 1593]
row-label: Agency: [92, 1464, 334, 1481]
row-number: 22.: [60, 2087, 92, 2103]
signer-line: কমিশনের আদেশক্রমে: [1418, 2216, 1500, 2228]
row-label: Name & Address of the office (s): [92, 1731, 334, 1747]
row-value: Office of the Director, National Institute of ENT, Tejgaon, Dhaka & Office of the Deputy Police Commissioner (North), Tejgaon Division (North) Shamoly, Dhaka (west to shamoly shishu park): [334, 1762, 777, 1789]
masthead-tagline: বাংলাদেশের সর্বাধিক প্রচারিত জাতীয় দৈনিক: [10, 7, 166, 18]
table-row: [60, 1527, 777, 1543]
package-item: (6) Audiology: [131, 2001, 178, 2011]
row-label: Procuring Entity Name: [92, 1480, 334, 1496]
table-row: [60, 1653, 777, 1669]
office-name: জেলা পরিষদ কার্যালয়: [213, 791, 398, 816]
headline: মাছঘাটে পচা ইলিশ, ক্রেতারা হতাশ: [241, 165, 714, 204]
package-item: (7) Radiology Imaging & Others: [131, 2013, 214, 2034]
section-row: [60, 1805, 777, 1822]
row-value: Procurement of Goods (MSR): [334, 1511, 777, 1527]
row-number: 6.: [60, 1527, 92, 1543]
row-label: (b) Receiving Tender Document: [92, 1762, 334, 1789]
date-header: Date: [337, 1686, 352, 1696]
signer-name: (Prof. Dr. Md. Abu Hanif): [592, 2252, 690, 2262]
cylinder-size: ৩৫ কেজি: [1455, 1645, 1500, 1675]
row-value: 1270208111119: [334, 1621, 777, 1637]
